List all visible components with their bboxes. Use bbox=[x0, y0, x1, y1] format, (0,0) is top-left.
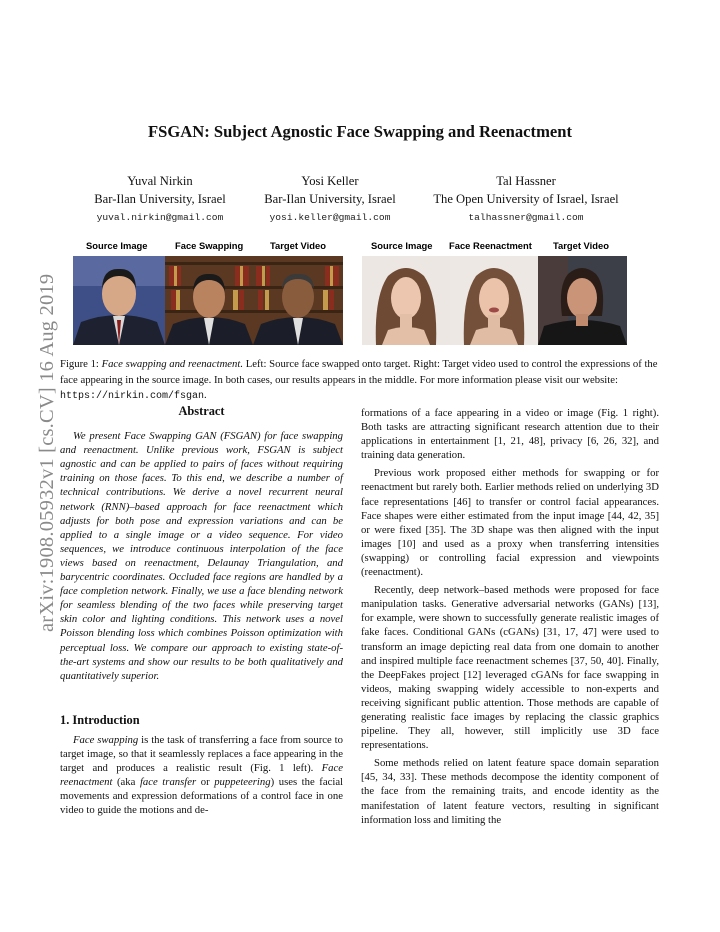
figure-label-target-2: Target Video bbox=[553, 240, 609, 251]
author-name: Yosi Keller bbox=[301, 174, 359, 188]
author-block-3 bbox=[406, 172, 646, 228]
arxiv-id: arXiv:1908.05932v1 [cs.CV] 16 Aug 2019 bbox=[36, 273, 58, 632]
intro-text: or bbox=[196, 776, 215, 789]
body-paragraph: Previous work proposed either methods for swapping or for reenactment but rarely both. Earlier methods relied on underlying 3D face representations [46] to transfer or control facial appearances. Face shapes were either estimated from the input image [44, 42, 35] or were fixed [35]. The 3D shape was then aligned with the input images [10] and used as a proxy when transferring intensities (swapping) or controlling facial expression and viewpoints (reenactment). bbox=[361, 467, 659, 579]
abstract-paragraph: We present Face Swapping GAN (FSGAN) for face swapping and reenactment. Unlike previous work, FSGAN is subject agnostic and can be applied to pairs of faces without requiring training on those faces. To this end, we describe a number of technical contributions. We derive a novel recurrent neural network (RNN)–based approach for face reenactment which adjusts for both pose and expression variations and can be applied to a single image or a video sequence. For video sequences, we introduce continuous interpolation of the face views based on reenactment, Delaunay Triangulation, and barycentric coordinates. Occluded face regions are handled by a face completion network. Finally, we use a face blending network for seamless blending of the two faces while preserving target skin color and lighting conditions. This network uses a novel Poisson blending loss which combines Poisson optimization with perceptual loss. We compare our approach to existing state-of-the-art systems and show our results to be both qualitatively and quantitatively superior. bbox=[60, 430, 343, 682]
figure-label-reenact: Face Reenactment bbox=[449, 240, 532, 251]
term-face-reenactment: Face reenactment bbox=[60, 762, 343, 789]
term-puppeteering: puppeteering bbox=[214, 776, 271, 789]
figure-photo-source-man bbox=[73, 256, 165, 345]
figure-photo-swap-result bbox=[165, 256, 253, 345]
caption-url-link[interactable]: https://nirkin.com/fsgan bbox=[60, 391, 205, 403]
intro-text: ) uses the facial movements and expression deformations of a control face in one video to guide the motions and de- bbox=[60, 776, 344, 817]
author-email[interactable]: talhassner@gmail.com bbox=[468, 212, 584, 223]
author-name: Tal Hassner bbox=[496, 174, 556, 188]
author-affiliation: Bar-Ilan University, Israel bbox=[94, 192, 226, 206]
term-face-transfer: face transfer bbox=[139, 776, 197, 789]
caption-lead: Figure 1: bbox=[60, 358, 102, 370]
paper-title: FSGAN: Subject Agnostic Face Swapping and Reenactment bbox=[147, 122, 573, 141]
author-affiliation: The Open University of Israel, Israel bbox=[433, 192, 619, 206]
author-block-2 bbox=[232, 172, 428, 228]
caption-body: Left: Source face swapped onto target. Right: Target video used to control the expressions of the face appearing in the source image. In both cases, our results appears in the middle. For more information please visit our website: bbox=[60, 358, 658, 386]
author-email[interactable]: yuval.nirkin@gmail.com bbox=[96, 212, 224, 223]
intro-text: is the task of transferring a face from source to target image, so that it seamlessly replaces a face appearing in the target and produces a realistic result (Fig. 1 left). bbox=[60, 733, 343, 775]
figure-label-source-2: Source Image bbox=[371, 240, 433, 251]
intro-text: (aka bbox=[112, 776, 140, 789]
figure-caption bbox=[60, 357, 660, 405]
figure-photo-reenact-result bbox=[450, 256, 538, 345]
abstract-body bbox=[60, 429, 343, 683]
term-face-swapping: Face swapping bbox=[73, 733, 139, 746]
caption-title: Face swapping and reenactment. bbox=[101, 358, 244, 370]
author-email[interactable]: yosi.keller@gmail.com bbox=[269, 212, 391, 223]
intro-paragraph bbox=[60, 733, 343, 818]
author-name: Yuval Nirkin bbox=[127, 174, 193, 188]
figure-label-swap: Face Swapping bbox=[175, 240, 244, 251]
figure-photo-target-man bbox=[253, 256, 343, 345]
body-paragraph: Recently, deep network–based methods were proposed for face manipulation tasks. Generative adversarial networks (GANs) [13], for example, were shown to successfully generate realistic images of fake faces. Conditional GANs (cGANs) [31, 17, 47] were used to transform an image depicting real data from one domain to another and inspired multiple face reenactment schemes [37, 50, 40]. Finally, the DeepFakes project [12] leveraged cGANs for face swapping in videos, making swapping widely accessible to non-experts and receiving significant public attention. Those methods are capable of generating realistic face images by replacing the classic graphics pipeline. They all, however, still implicitly use 3D face representations. bbox=[361, 584, 659, 752]
author-affiliation: Bar-Ilan University, Israel bbox=[264, 192, 396, 206]
figure-label-target: Target Video bbox=[270, 240, 326, 251]
author-block-1 bbox=[60, 172, 260, 228]
section-heading-introduction: 1. Introduction bbox=[60, 712, 140, 727]
body-paragraph: formations of a face appearing in a video or image (Fig. 1 right). Both tasks are attracting significant research attention due to their applications in entertainment [1, 21, 48], privacy [6, 26, 32], and training data generation. bbox=[361, 407, 659, 462]
abstract-heading: Abstract bbox=[178, 404, 225, 418]
figure-label-source: Source Image bbox=[86, 240, 148, 251]
body-paragraph: Some methods relied on latent feature space domain separation [45, 34, 33]. These methods decompose the identity component of the face from the remaining traits, and encode identity as the manifestation of latent feature vectors, resulting in significant information loss and limiting the bbox=[361, 757, 659, 826]
arxiv-watermark bbox=[0, 0, 58, 932]
figure-photo-target-woman bbox=[538, 256, 627, 345]
figure-photo-source-woman bbox=[362, 256, 450, 345]
left-column bbox=[60, 404, 343, 817]
caption-end: . bbox=[204, 389, 207, 402]
right-column bbox=[361, 406, 659, 827]
